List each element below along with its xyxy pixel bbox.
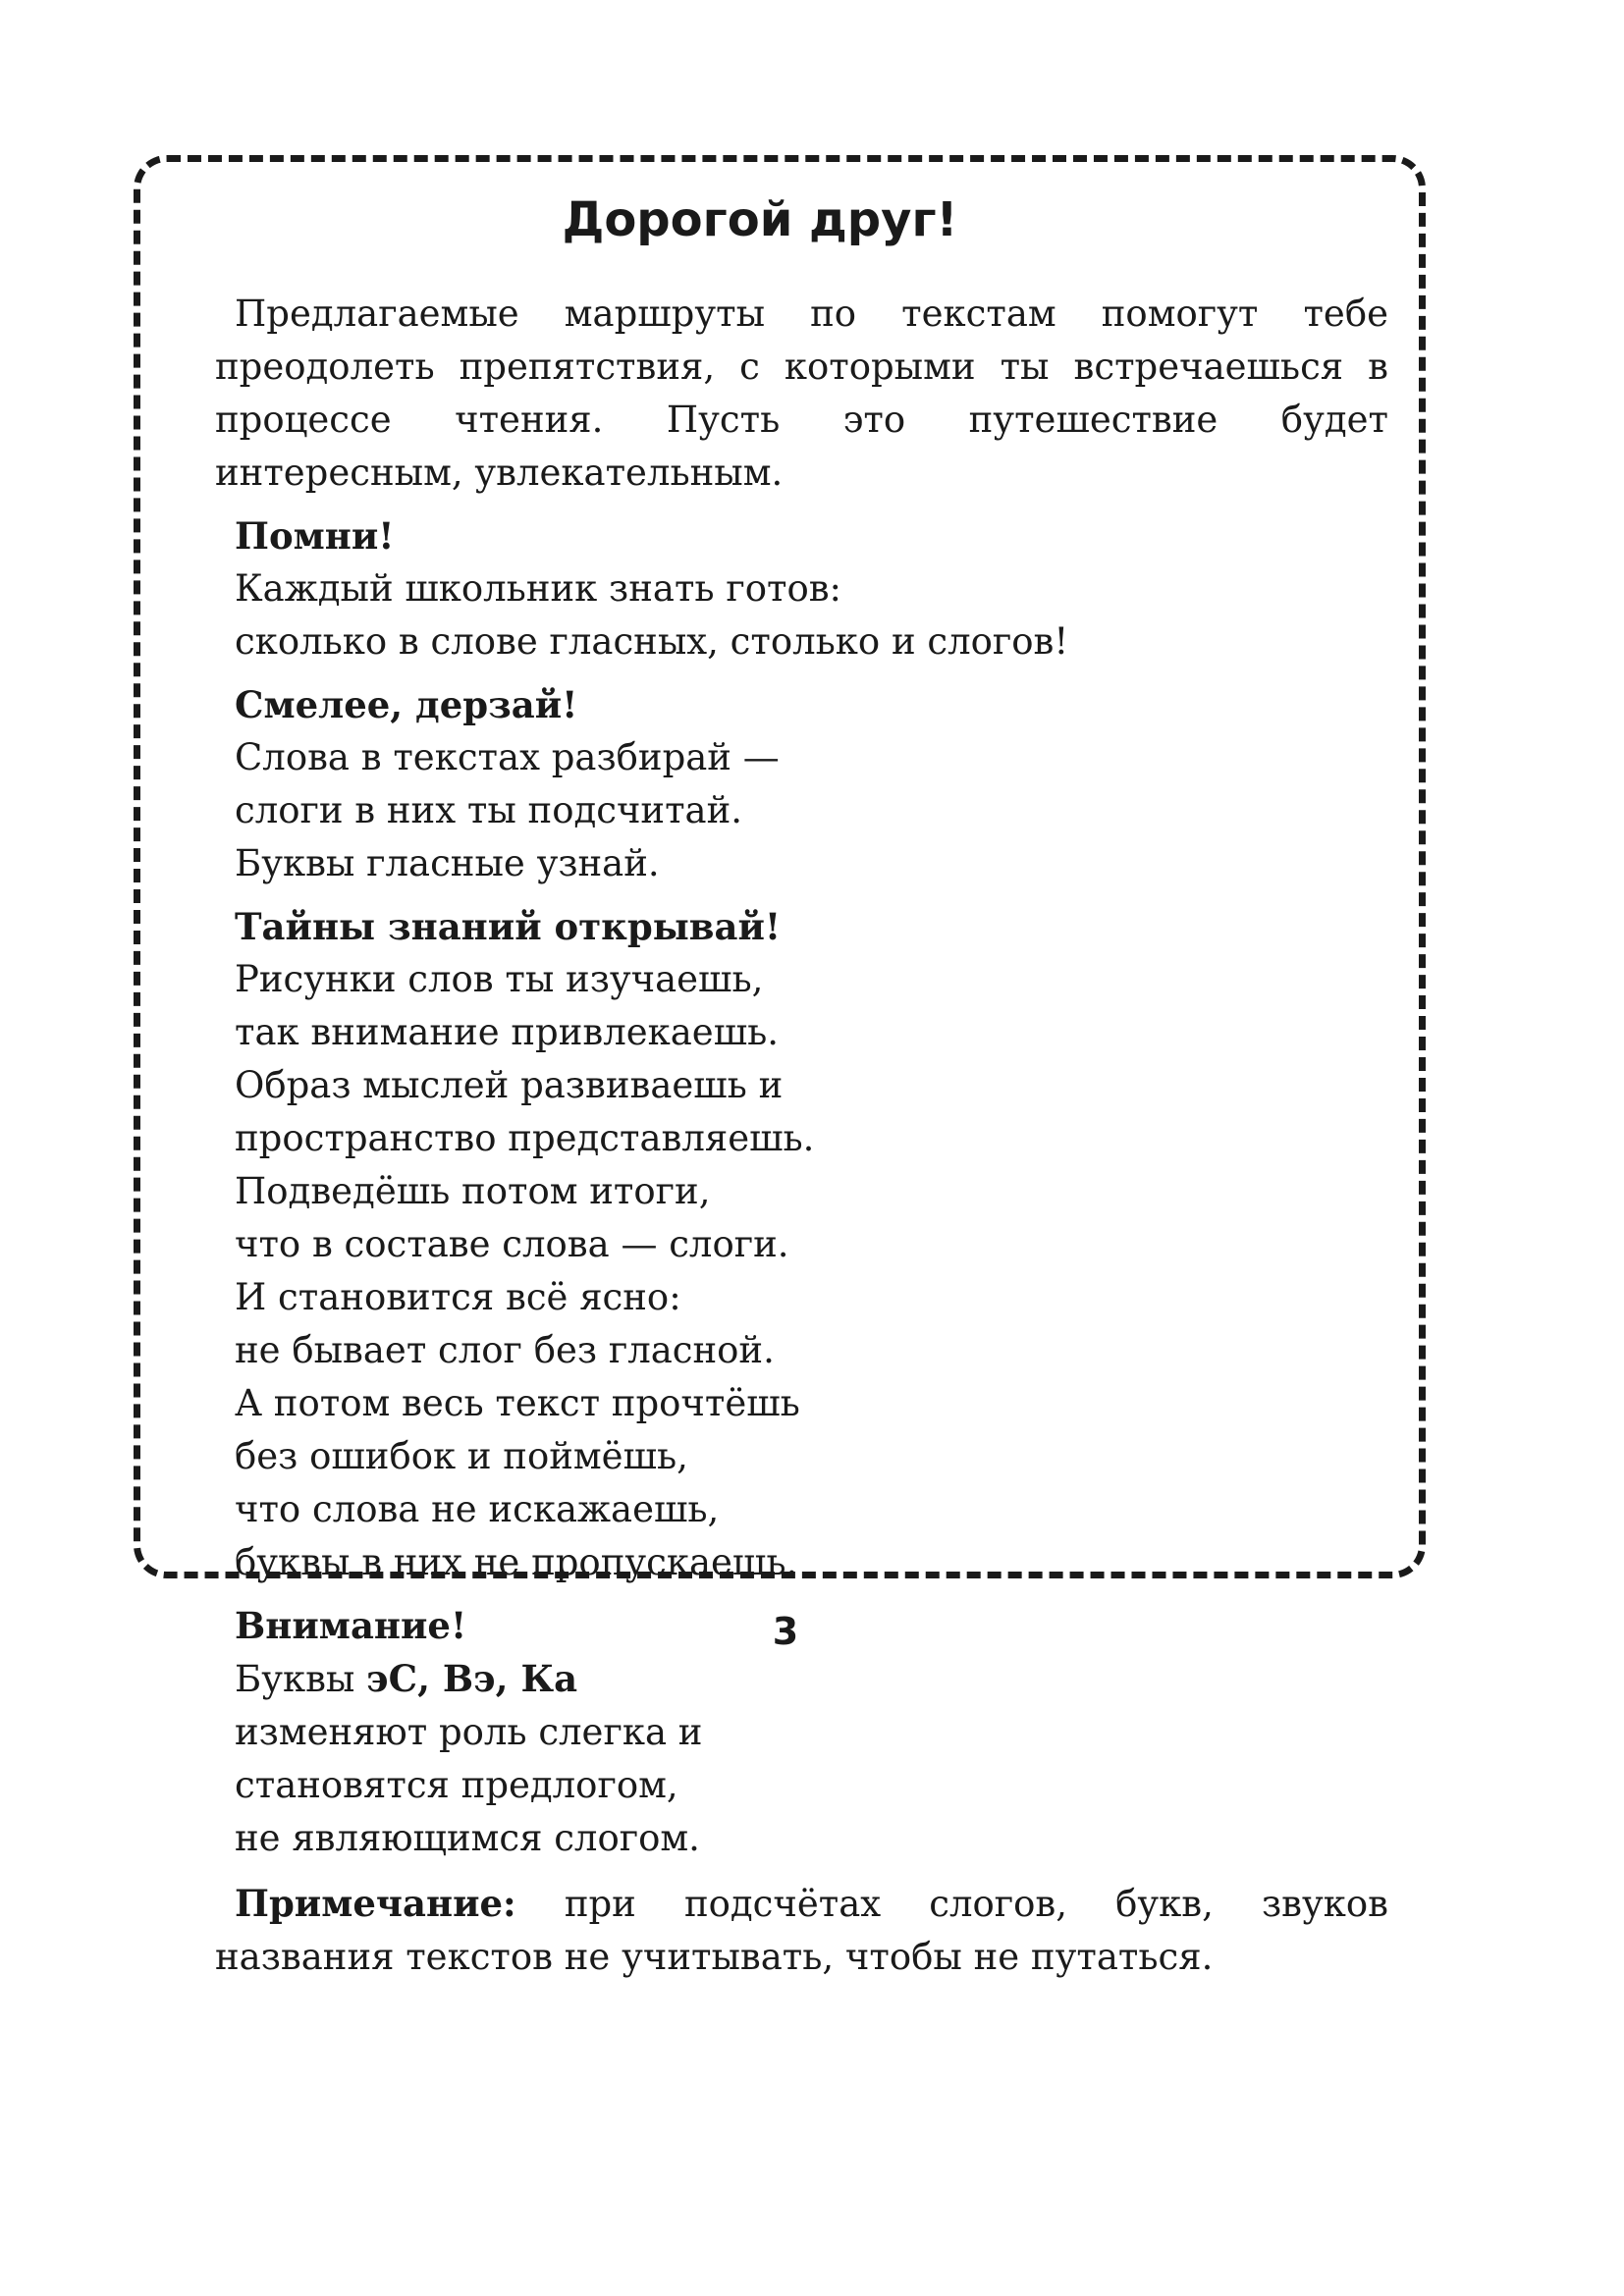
verse-line: Образ мыслей развиваешь и: [235, 1064, 784, 1106]
verse-line: становятся предлогом,: [235, 1764, 678, 1806]
verse-line: изменяют роль слегка и: [235, 1711, 703, 1753]
verse-line: Подведёшь потом итоги,: [235, 1170, 711, 1212]
verse-line: пространство представляешь.: [235, 1117, 815, 1159]
verse-line: А потом весь текст прочтёшь: [235, 1382, 800, 1424]
verse-line: Каждый школьник знать готов:: [235, 567, 842, 610]
verse-line: не являющимся слогом.: [235, 1817, 700, 1859]
section-secrets: [235, 900, 1393, 1589]
section-remember: [235, 509, 1393, 668]
note-label: Примечание:: [235, 1882, 516, 1925]
page-number: 3: [772, 1610, 799, 1653]
verse-line: не бывает слог без гласной.: [235, 1329, 775, 1371]
section-heading: Помни!: [235, 514, 395, 558]
page-content: [215, 167, 1393, 1984]
verse-line: Рисунки слов ты изучаешь,: [235, 958, 764, 1000]
verse-line: буквы в них не пропускаешь.: [235, 1541, 798, 1583]
letters-prefix: Буквы: [235, 1658, 355, 1700]
verse-line: Буквы гласные узнай.: [235, 842, 660, 884]
verse-line: без ошибок и поймёшь,: [235, 1435, 688, 1477]
section-heading: Смелее, дерзай!: [235, 683, 578, 726]
note-paragraph: [215, 1877, 1393, 1984]
section-dare: [235, 678, 1393, 890]
verse-line: Слова в текстах разбирай —: [235, 736, 780, 778]
verse-line: что в составе слова — слоги.: [235, 1223, 789, 1265]
intro-paragraph: Предлагаемые маршруты по текстам помогут тебе преодолеть препятствия, с которыми ты встречаешься в процессе чтения. Пусть это путешествие будет интересным, увлекательным.: [215, 293, 1388, 494]
page-title: Дорогой друг!: [562, 192, 958, 247]
verse-line: сколько в слове гласных, столько и слогов!: [235, 620, 1069, 663]
verse-line: так внимание привлекаешь.: [235, 1011, 780, 1053]
note-text: при подсчётах слогов, букв, звуков названия текстов не учитывать, чтобы не путаться.: [215, 1883, 1388, 1978]
letters-line: [235, 1652, 1393, 1706]
section-heading: Внимание!: [235, 1604, 467, 1647]
section-heading: Тайны знаний открывай!: [235, 905, 782, 948]
verse-line: И становится всё ясно:: [235, 1276, 681, 1318]
letters-bold: эС, Вэ, Ка: [366, 1657, 578, 1700]
verse-line: что слова не искажаешь,: [235, 1488, 720, 1530]
verse-line: слоги в них ты подсчитай.: [235, 789, 743, 831]
